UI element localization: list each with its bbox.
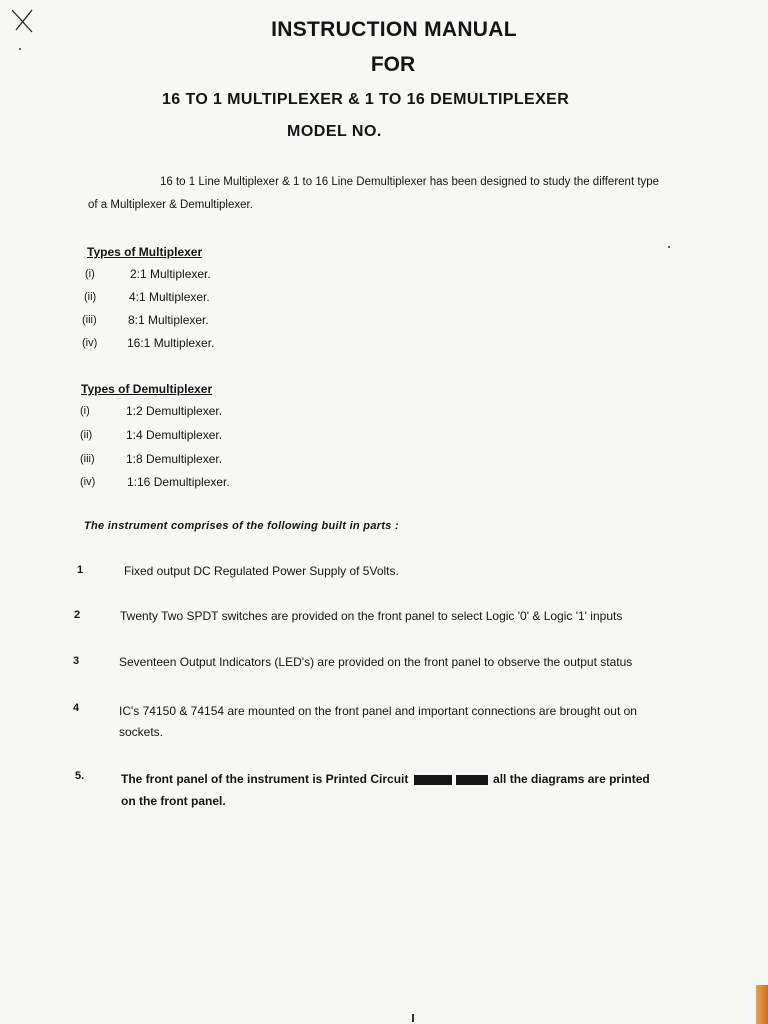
list-item: 4:1 Multiplexer. bbox=[129, 290, 210, 304]
list-item: 1:4 Demultiplexer. bbox=[126, 428, 223, 442]
scan-speck bbox=[668, 246, 670, 248]
list-item: 1:8 Demultiplexer. bbox=[126, 452, 223, 466]
list-number: (iii) bbox=[82, 314, 97, 326]
list-number: (iv) bbox=[82, 337, 98, 349]
part-text: Fixed output DC Regulated Power Supply of 5Volts. bbox=[124, 564, 399, 578]
page-mark bbox=[412, 1014, 414, 1022]
part-text-start: The front panel of the instrument is Printed Circuit bbox=[121, 772, 409, 786]
scan-speck bbox=[19, 48, 21, 50]
parts-heading: The instrument comprises of the following built in parts : bbox=[84, 520, 400, 532]
multiplexer-types-heading: Types of Multiplexer bbox=[87, 245, 203, 259]
part-number: 1 bbox=[77, 564, 84, 576]
redaction-bar bbox=[414, 775, 452, 785]
title-instruction-manual: INSTRUCTION MANUAL bbox=[271, 18, 517, 41]
list-number: (i) bbox=[80, 405, 90, 417]
part-number: 4 bbox=[73, 702, 80, 714]
intro-line-2: of a Multiplexer & Demultiplexer. bbox=[88, 199, 253, 211]
list-number: (ii) bbox=[80, 429, 93, 441]
part-text-end: all the diagrams are printed bbox=[493, 772, 650, 786]
list-item: 1:2 Demultiplexer. bbox=[126, 404, 223, 418]
part-number: 3 bbox=[73, 655, 80, 667]
scan-edge bbox=[756, 985, 768, 1024]
part-number: 5. bbox=[75, 770, 85, 782]
part-text: IC's 74150 & 74154 are mounted on the front panel and important connections are brought out on bbox=[119, 704, 637, 718]
part-text: Twenty Two SPDT switches are provided on the front panel to select Logic '0' & Logic '1' inputs bbox=[120, 609, 623, 623]
list-number: (iv) bbox=[80, 476, 96, 488]
redaction-bar bbox=[456, 775, 488, 785]
list-item: 16:1 Multiplexer. bbox=[127, 336, 215, 350]
list-number: (i) bbox=[85, 268, 95, 280]
part-text bbox=[121, 772, 650, 786]
part-text-continued: sockets. bbox=[119, 725, 164, 739]
title-for: FOR bbox=[370, 53, 416, 76]
demultiplexer-types-heading: Types of Demultiplexer bbox=[81, 382, 213, 396]
list-item: 8:1 Multiplexer. bbox=[128, 313, 209, 327]
title-product: 16 TO 1 MULTIPLEXER & 1 TO 16 DEMULTIPLEXER bbox=[162, 91, 570, 108]
part-number: 2 bbox=[74, 609, 81, 621]
title-model-no: MODEL NO. bbox=[287, 123, 382, 140]
list-number: (iii) bbox=[80, 453, 95, 465]
list-item: 2:1 Multiplexer. bbox=[130, 267, 211, 281]
intro-line-1: 16 to 1 Line Multiplexer & 1 to 16 Line Demultiplexer has been designed to study the different type bbox=[160, 176, 660, 188]
list-item: 1:16 Demultiplexer. bbox=[127, 475, 230, 489]
part-text: Seventeen Output Indicators (LED's) are provided on the front panel to observe the output status bbox=[119, 655, 633, 669]
list-number: (ii) bbox=[84, 291, 97, 303]
part-text-continued: on the front panel. bbox=[121, 794, 226, 808]
